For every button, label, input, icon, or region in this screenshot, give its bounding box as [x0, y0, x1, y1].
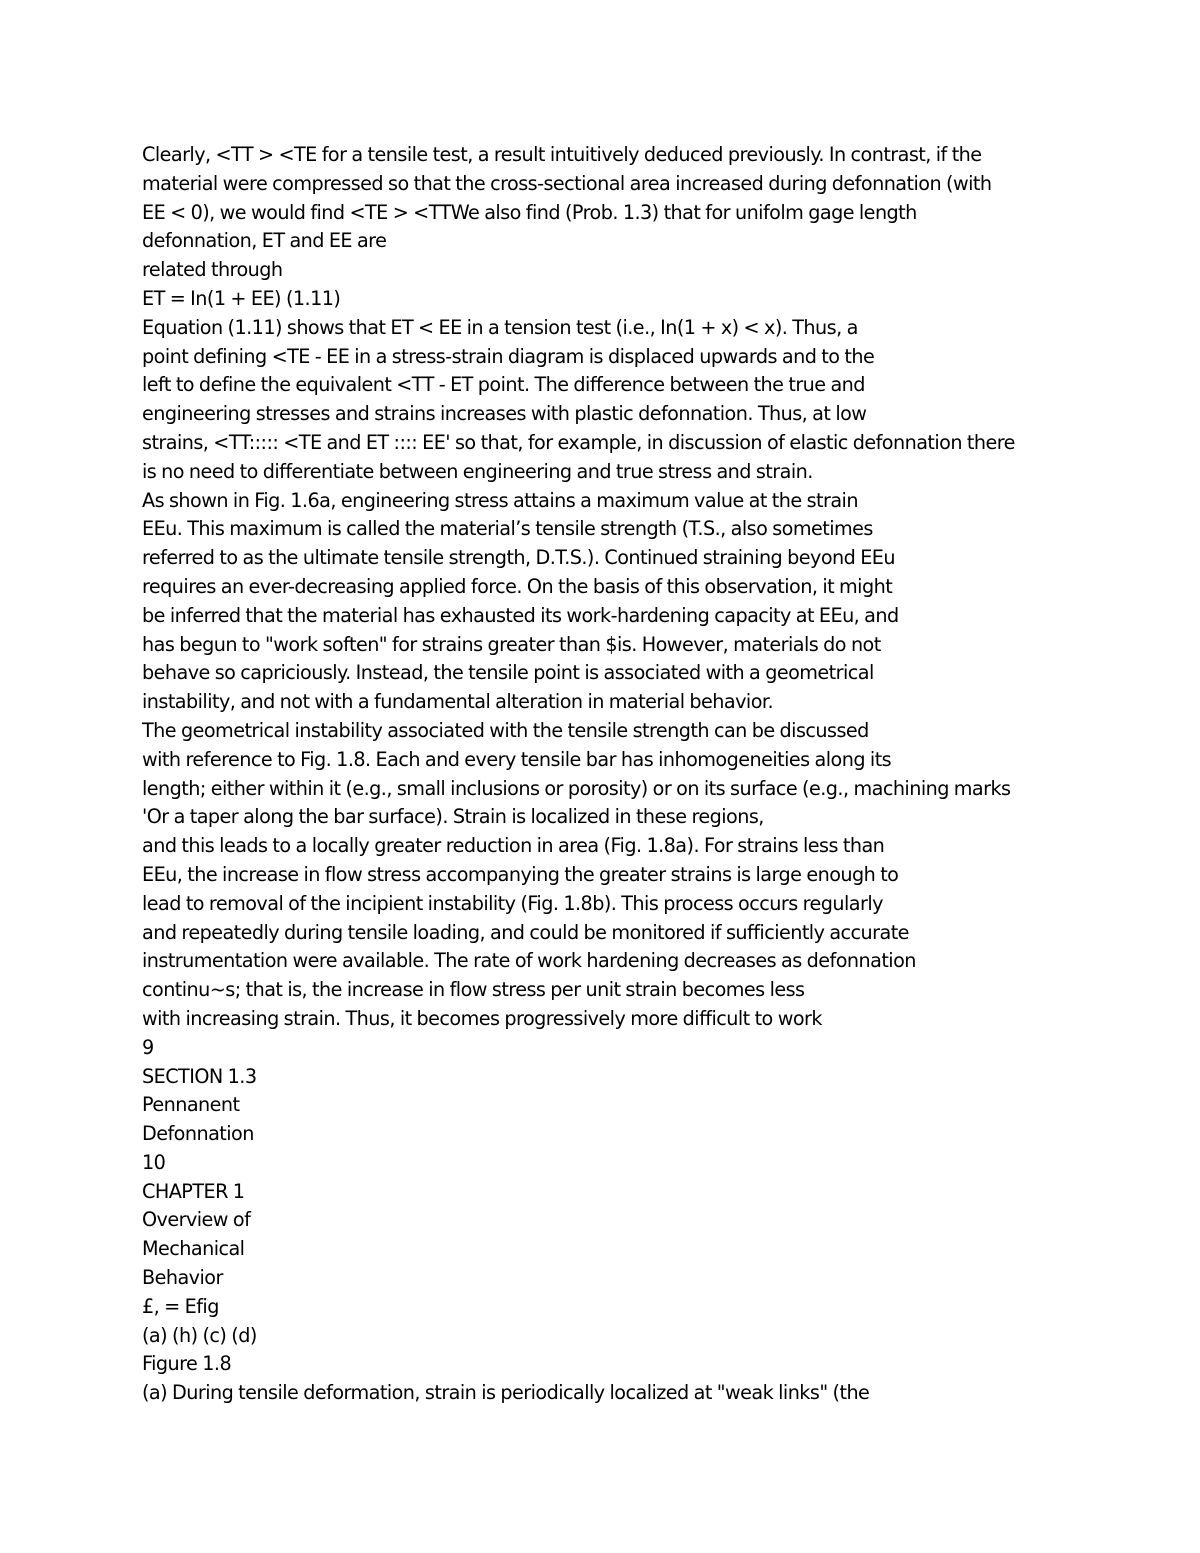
- chapter-title-line: Behavior: [142, 1266, 223, 1290]
- text-line: left to define the equivalent <TT - ET point. The difference between the true and: [142, 373, 865, 397]
- text-line: continu~s; that is, the increase in flow stress per unit strain becomes less: [142, 978, 805, 1002]
- text-line: EE < 0), we would find <TE > <TTWe also find (Prob. 1.3) that for unifolm gage length: [142, 200, 917, 224]
- text-line: EEu. This maximum is called the material’s tensile strength (T.S., also sometimes: [142, 517, 873, 541]
- text-line: referred to as the ultimate tensile strength, D.T.S.). Continued straining beyond EEu: [142, 546, 895, 570]
- page-number: 9: [142, 1035, 154, 1059]
- section-label: SECTION 1.3: [142, 1064, 257, 1088]
- text-line: requires an ever-decreasing applied force. On the basis of this observation, it might: [142, 574, 893, 598]
- text-line: related through: [142, 258, 283, 282]
- chapter-title-line: Overview of: [142, 1208, 251, 1232]
- text-line: with increasing strain. Thus, it becomes progressively more difficult to work: [142, 1006, 822, 1030]
- text-line: 'Or a taper along the bar surface). Strain is localized in these regions,: [142, 805, 764, 829]
- equation-line: ET = In(1 + EE) (1.11): [142, 286, 341, 310]
- text-line: instrumentation were available. The rate of work hardening decreases as defonnation: [142, 949, 916, 973]
- document-body: [142, 141, 1142, 1408]
- text-line: instability, and not with a fundamental alteration in material behavior.: [142, 690, 774, 714]
- section-title-line: Defonnation: [142, 1122, 254, 1146]
- text-line: engineering stresses and strains increases with plastic defonnation. Thus, at low: [142, 402, 867, 426]
- text-line: material were compressed so that the cross-sectional area increased during defonnation (with: [142, 171, 992, 195]
- figure-panel-labels: (a) (h) (c) (d): [142, 1323, 257, 1347]
- text-line: strains, <TT::::: <TE and ET :::: EE' so that, for example, in discussion of elastic defonnation there: [142, 430, 1015, 454]
- text-line: with reference to Fig. 1.8. Each and every tensile bar has inhomogeneities along its: [142, 747, 892, 771]
- text-line: and repeatedly during tensile loading, and could be monitored if sufficiently accurate: [142, 920, 909, 944]
- text-line: be inferred that the material has exhausted its work-hardening capacity at EEu, and: [142, 603, 899, 627]
- text-line: point defining <TE - EE in a stress-strain diagram is displaced upwards and to the: [142, 344, 875, 368]
- text-line: behave so capriciously. Instead, the tensile point is associated with a geometrical: [142, 661, 874, 685]
- text-line: EEu, the increase in flow stress accompanying the greater strains is large enough to: [142, 862, 899, 886]
- section-title-line: Pennanent: [142, 1093, 240, 1117]
- text-line: is no need to differentiate between engineering and true stress and strain.: [142, 459, 813, 483]
- text-line: The geometrical instability associated with the tensile strength can be discussed: [142, 718, 869, 742]
- text-line: defonnation, ET and EE are: [142, 229, 387, 253]
- text-line: and this leads to a locally greater reduction in area (Fig. 1.8a). For strains less than: [142, 834, 885, 858]
- text-line: Clearly, <TT > <TE for a tensile test, a result intuitively deduced previously. In contrast, if the: [142, 143, 982, 166]
- text-line: has begun to "work soften" for strains greater than $is. However, materials do not: [142, 632, 881, 656]
- text-line: lead to removal of the incipient instability (Fig. 1.8b). This process occurs regularly: [142, 891, 883, 915]
- text-line: As shown in Fig. 1.6a, engineering stress attains a maximum value at the strain: [142, 488, 858, 512]
- page-number: 10: [142, 1150, 166, 1174]
- figure-caption-title: Figure 1.8: [142, 1352, 232, 1376]
- figure-label-text: £, = Efig: [142, 1294, 219, 1318]
- text-line: length; either within it (e.g., small inclusions or porosity) or on its surface (e.g., machining marks: [142, 776, 1011, 800]
- figure-caption-text: (a) During tensile deformation, strain is periodically localized at "weak links" (the: [142, 1381, 870, 1405]
- chapter-label: CHAPTER 1: [142, 1179, 245, 1203]
- chapter-title-line: Mechanical: [142, 1237, 245, 1261]
- text-line: Equation (1.11) shows that ET < EE in a tension test (i.e., In(1 + x) < x). Thus, a: [142, 315, 858, 339]
